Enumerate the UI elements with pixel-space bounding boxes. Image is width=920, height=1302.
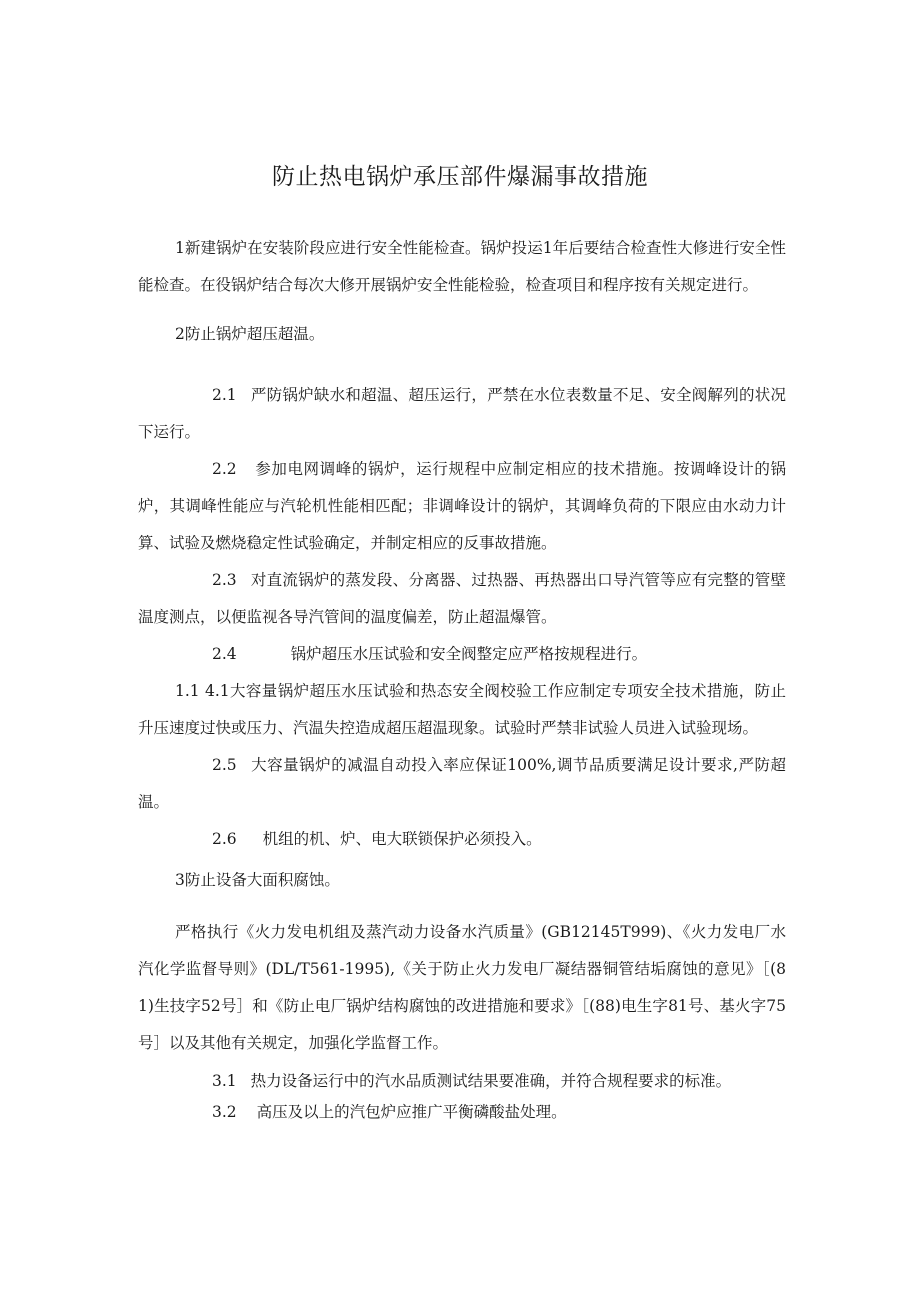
paragraph-3-2: [138, 1097, 786, 1128]
section-heading-3: 3防止设备大面积腐蚀。: [175, 871, 340, 889]
paragraph-text: 大容量锅炉的减温自动投入率应保证100%,调节品质要满足设计要求,严防超温。: [138, 756, 786, 811]
paragraph-2-2: [138, 451, 786, 562]
paragraph-2-3: [138, 562, 786, 636]
paragraph-2-1: [138, 377, 786, 451]
paragraph-1-1: 1.1 4.1大容量锅炉超压水压试验和热态安全阀校验工作应制定专项安全技术措施，防止升压速度过快或压力、汽温失控造成超压超温现象。试验时严禁非试验人员进入试验现场。: [138, 682, 786, 737]
paragraph-text: 热力设备运行中的汽水品质测试结果要准确，并符合规程要求的标准。: [250, 1072, 732, 1090]
paragraph-number: 2.3: [212, 571, 237, 589]
paragraph-text: 机组的机、炉、电大联锁保护必须投入。: [262, 830, 542, 848]
paragraph-2-5: [138, 747, 786, 821]
paragraph-text: 对直流锅炉的蒸发段、分离器、过热器、再热器出口导汽管等应有完整的管壁温度测点，以便监视各导汽管间的温度偏差，防止超温爆管。: [138, 571, 786, 626]
paragraph-number: 2.5: [212, 756, 237, 774]
paragraph-number: 2.1: [212, 386, 237, 404]
paragraph-3-1: [138, 1066, 786, 1097]
paragraph-3: 严格执行《火力发电机组及蒸汽动力设备水汽质量》(GB12145T999)、《火力发电厂水汽化学监督导则》(DL/T561-1995),《关于防止火力发电厂凝结器铜管结垢腐蚀的意见》［(81)生技字52号］和《防止电厂锅炉结构腐蚀的改进措施和要求》［(88)电生字81号、基火字75号］以及其他有关规定，加强化学监督工作。: [138, 923, 786, 1052]
paragraph-text: 参加电网调峰的锅炉，运行规程中应制定相应的技术措施。按调峰设计的锅炉，其调峰性能应与汽轮机性能相匹配；非调峰设计的锅炉，其调峰负荷的下限应由水动力计算、试验及燃烧稳定性试验确定，并制定相应的反事故措施。: [138, 460, 786, 552]
document-title: 防止热电锅炉承压部件爆漏事故措施: [272, 164, 648, 190]
section-heading-2: 2防止锅炉超压超温。: [175, 325, 325, 343]
paragraph-2-6: [138, 821, 786, 858]
paragraph-text: 高压及以上的汽包炉应推广平衡磷酸盐处理。: [256, 1103, 567, 1121]
paragraph-number: 2.4: [212, 645, 237, 663]
paragraph-text: 锅炉超压水压试验和安全阀整定应严格按规程进行。: [290, 645, 648, 663]
paragraph-number: 3.2: [212, 1103, 237, 1121]
paragraph-number: 3.1: [212, 1072, 237, 1090]
paragraph-2-4: [138, 636, 786, 673]
paragraph-text: 严防锅炉缺水和超温、超压运行，严禁在水位表数量不足、安全阀解列的状况下运行。: [138, 386, 786, 441]
paragraph-number: 2.2: [212, 460, 237, 478]
paragraph-number: 2.6: [212, 830, 237, 848]
paragraph-1: 1新建锅炉在安装阶段应进行安全性能检查。锅炉投运1年后要结合检查性大修进行安全性能检查。在役锅炉结合每次大修开展锅炉安全性能检验，检查项目和程序按有关规定进行。: [138, 239, 786, 294]
document-body: [138, 230, 786, 1128]
